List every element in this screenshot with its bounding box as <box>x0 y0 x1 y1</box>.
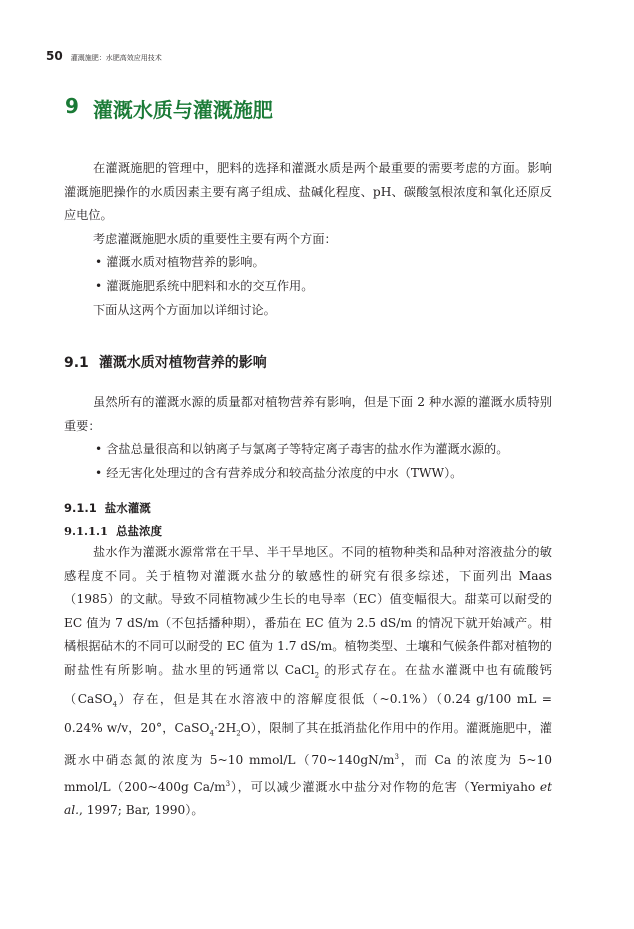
section-number: 9.1 <box>64 355 89 371</box>
subsection-heading-9-1-1 <box>64 500 151 516</box>
intro-block <box>64 157 552 322</box>
section-title: 灌溉水质对植物营养的影响 <box>98 355 267 371</box>
subsubsection-title: 总盐浓度 <box>116 524 163 538</box>
subsection-title: 盐水灌溉 <box>104 501 151 515</box>
running-header <box>46 49 162 63</box>
paragraph: 在灌溉施肥的管理中，肥料的选择和灌溉水质是两个最重要的需要考虑的方面。影响灌溉施肥操作的水质因素主要有离子组成、盐碱化程度、pH、碳酸氢根浓度和氧化还原反应电位。 <box>64 161 552 223</box>
subsubsection-heading-9-1-1-1 <box>64 523 162 539</box>
subsection-number: 9.1.1 <box>64 501 97 515</box>
bullet-item: • 灌溉水质对植物营养的影响。 <box>64 251 552 275</box>
paragraph: 下面从这两个方面加以详细讨论。 <box>93 302 276 317</box>
chapter-heading <box>65 94 273 123</box>
chapter-number: 9 <box>65 94 79 118</box>
section-9-1-1-1-block <box>64 541 552 823</box>
paragraph: 盐水作为灌溉水源常常在干旱、半干旱地区。不同的植物种类和品种对溶液盐分的敏感程度不同。关于植物对灌溉水盐分的敏感性的研究有很多综述，下面列出 Maas（1985）的文献。导致不同植物减少生长的电导率（EC）值变幅很大。甜菜可以耐受的 EC 值为 7 dS/m（不包括播种期），番茄在 EC 值为 2.5 dS/m 的情况下就开始减产。柑橘根据砧木的不同可以耐受的 EC 值为 1.7 dS/m。植物类型、土壤和气候条件都对植物的耐盐性有所影响。盐水里的钙通常以 CaCl$_2$ 的形式存在。在盐水灌溉中也有硫酸钙（CaSO$_4$）存在，但是其在水溶液中的溶解度很低（~0.1%）（0.24 g/100 mL = 0.24% w/v，20°，$CaSO_4\cdot 2H_2O$），限制了其在抵消盐化作用中的作用。灌溉施肥中，灌溉水中硝态氮的浓度为 5~10 mmol/$L(70\sim 140gN/m^3$，而 Ca 的浓度为 5~10 mmol/L（200~400g $Ca/m^3$），可以减少灌溉水中盐分对作物的危害（Yermiyaho et al., 1997; Bar, 1990）。 <box>64 545 553 818</box>
section-heading-9-1 <box>64 352 267 372</box>
paragraph: 考虑灌溉施肥水质的重要性主要有两个方面： <box>93 231 337 246</box>
section-9-1-block <box>64 391 552 485</box>
paragraph: 虽然所有的灌溉水源的质量都对植物营养有影响，但是下面 2 种水源的灌溉水质特别重要： <box>64 395 552 433</box>
chapter-title: 灌溉水质与灌溉施肥 <box>92 98 273 122</box>
bullet-item: • 灌溉施肥系统中肥料和水的交互作用。 <box>64 275 552 299</box>
subsubsection-number: 9.1.1.1 <box>64 524 109 538</box>
bullet-item: • 经无害化处理过的含有营养成分和较高盐分浓度的中水（TWW）。 <box>64 462 552 486</box>
bullet-item: • 含盐总量很高和以钠离子与氯离子等特定离子毒害的盐水作为灌溉水源的。 <box>64 438 552 462</box>
page-number: 50 <box>46 49 63 63</box>
running-title: 灌溉施肥：水肥高效应用技术 <box>70 54 162 62</box>
